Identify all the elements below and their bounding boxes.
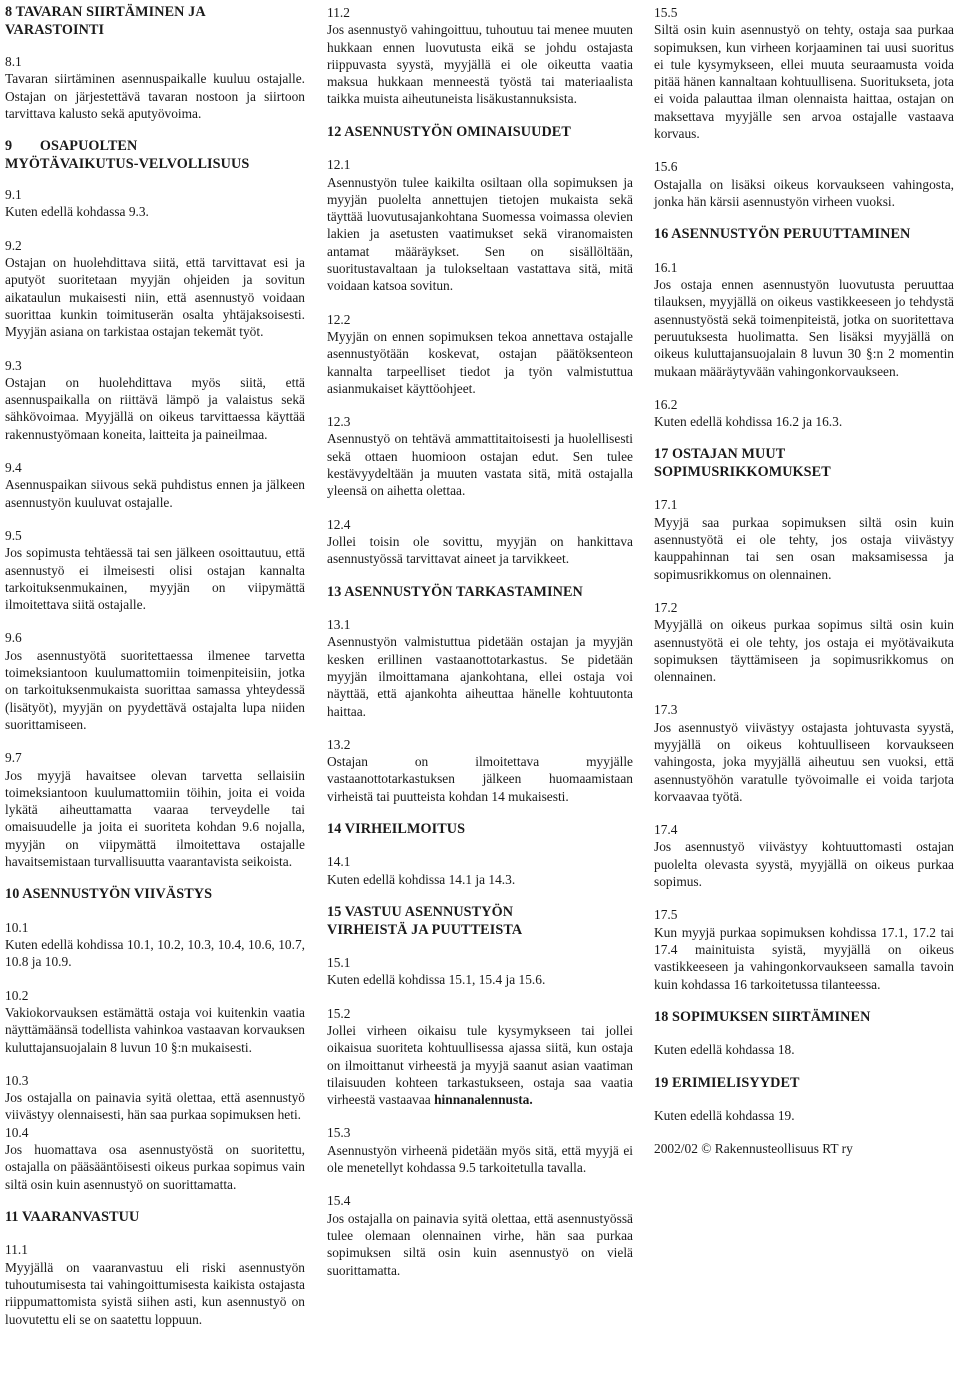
section-9-1-number: 9.1 [5, 187, 22, 203]
section-10-1-text: Kuten edellä kohdissa 10.1, 10.2, 10.3, 10.4, 10.6, 10.7, 10.8 ja 10.9. [5, 937, 305, 970]
section-15-5-number: 15.5 [654, 5, 678, 20]
section-9-7-text: Jos myyjä havaitsee olevan tarvetta sellaisiin toimeksiantoon kuulumattomiin töihin, joita ei voida lykätä aiheuttamatta vaaraa terveydelle tai omaisuudelle ja joita ei suoriteta kohdan 9.6 nojalla, myyjän on viipymättä ilmoitettava ostajalle havaitsemistaan turvallisuutta vaarantavista seikoista. [5, 767, 305, 869]
section-8-1-text: Tavaran siirtäminen asennuspaikalle kuuluu ostajalle. Ostajan on järjestettävä tavaran nostoon ja siirtoon tarvittava kalusto sekä aputyövoima. [5, 71, 305, 121]
section-15-4 [327, 1192, 633, 1278]
section-11-2-text: Jos asennustyö vahingoittuu, tuhoutuu tai menee muuten hukkaan ennen luovutusta eikä se johdu ostajasta riippuvasta syystä, myyjällä ei ole oikeutta vaatia maksua hukkaan menneestä työstä tai materiaalista taikka muista aiheutuneista lisäkustannuksista. [327, 22, 633, 107]
section-9-4 [5, 459, 305, 511]
section-15-3-number: 15.3 [327, 1125, 351, 1141]
section-14-1 [327, 853, 633, 888]
section-13-1-number: 13.1 [327, 617, 351, 633]
section-15-6-number: 15.6 [654, 159, 678, 175]
section-15-3 [327, 1124, 633, 1176]
column-1 [5, 4, 305, 1344]
section-10-2-text: Vakiokorvauksen estämättä ostaja voi kuitenkin vaatia näyttämäänsä todellista vahinkoa vastaavan korvauksen kuluttajansuojalain 8 luvun 10 §:n mukaisesti. [5, 1004, 305, 1055]
section-15-2-text [327, 1022, 633, 1108]
section-16-2-number: 16.2 [654, 396, 678, 412]
section-16-heading: 16 ASENNUSTYÖN PERUUTTAMINEN [654, 226, 911, 243]
section-17-4-number: 17.4 [654, 822, 678, 838]
section-15-4-text: Jos ostajalla on painavia syitä olettaa, että asennustyössä tulee olemaan olennainen virhe, hän saa purkaa sopimuksen siltä osin kuin asennustyö on vielä suorittamatta. [327, 1210, 633, 1278]
section-16-1-number: 16.1 [654, 259, 678, 275]
section-10-4-text: Jos huomattava osa asennustyöstä on suoritettu, ostajalla on pääsääntöisesti oikeus purkaa sopimus vain siltä osin kuin asennustyö on suorittamatta. [5, 1142, 305, 1192]
section-16-1-text: Jos ostaja ennen asennustyön luovutusta peruuttaa tilauksen, myyjällä on oikeus vastikkeeseen jo tehdystä asennustyöstä sekä toimenpiteistä, jotka on suoritettava peruutuksesta huolimatta. Sen lisäksi myyjällä on oikeus kuluttajansuojalain 8 luvun 30 §:n 2 momentin mukaan määräytyvään vahingonkorvaukseen. [654, 277, 954, 379]
section-15-6 [654, 158, 954, 210]
section-17-2-number: 17.2 [654, 599, 678, 615]
section-11-heading: 11 VAARANVASTUU [5, 1208, 140, 1225]
section-10-1 [5, 919, 305, 971]
section-17-4-text: Jos asennustyö viivästyy kohtuuttomasti ostajan puolelta olevasta syystä, myyjällä on oikeus purkaa sopimus. [654, 839, 954, 890]
section-16-1 [654, 259, 954, 380]
section-10-4 [5, 1124, 305, 1193]
section-11-1-number: 11.1 [5, 1242, 28, 1258]
section-16-2 [654, 396, 954, 431]
section-19-text: Kuten edellä kohdassa 19. [654, 1108, 795, 1124]
section-15-2 [327, 1005, 633, 1109]
section-12-2-text: Myyjän on ennen sopimuksen tekoa annettava ostajalle asennustyötään koskevat, ostajan päätöksenteon kannalta tarpeelliset tiedot ja työn valmistuttua asianmukaiset käyttöohjeet. [327, 328, 633, 396]
section-15-5 [654, 4, 954, 142]
section-17-1-text: Myyjä saa purkaa sopimuksen siltä osin kuin asennustyötä ei ole tehty, jos ostaja viivästyy kauppahinnan tai sen osan maksamisessa ja sopimusrikkomus on olennainen. [654, 514, 954, 582]
section-9-4-text: Asennuspaikan siivous sekä puhdistus ennen ja jälkeen asennustyön kuuluvat ostajalle. [5, 477, 305, 510]
section-13-heading: 13 ASENNUSTYÖN TARKASTAMINEN [327, 583, 583, 600]
section-14-heading: 14 VIRHEILMOITUS [327, 820, 466, 837]
section-10-1-number: 10.1 [5, 919, 29, 935]
column-3 [654, 4, 954, 1174]
section-15-4-number: 15.4 [327, 1193, 351, 1209]
section-17-1 [654, 496, 954, 582]
section-17-5-number: 17.5 [654, 907, 678, 923]
section-16-2-text: Kuten edellä kohdissa 16.2 ja 16.3. [654, 414, 843, 430]
section-9-2-text: Ostajan on huolehdittava siitä, että tarvittavat esi ja aputyöt suoritetaan myyjän ohjeiden ja sovitun aikataulun mukaisesti niin, että asennustyö voidaan suorittaa kunkin toimituserän osalta yhtäjaksoisesti. Myyjän asiana on tarkistaa ostajan tekemät työt. [5, 255, 305, 340]
section-10-3-number: 10.3 [5, 1072, 29, 1088]
section-15-2-number: 15.2 [327, 1005, 351, 1021]
section-13-2-text: Ostajan on ilmoitettava myyjälle vastaanottotarkastuksen jälkeen huomaamistaan virheistä tai puutteista kohdan 14 mukaisesti. [327, 754, 633, 804]
section-11-2-number: 11.2 [327, 5, 350, 20]
footer-copyright: 2002/02 © Rakennusteollisuus RT ry [654, 1141, 853, 1157]
section-17-4 [654, 821, 954, 890]
section-12-1 [327, 156, 633, 294]
section-9-3-number: 9.3 [5, 357, 22, 373]
section-10-2 [5, 987, 305, 1056]
section-9-3-text: Ostajan on huolehdittava myös siitä, että asennuspaikalla on riittävä lämpö ja valaistus sekä sähkövoimaa. Myyjällä on oikeus tarvittaessa käyttää rakennustyömaan koneita, laitteita ja paineilmaa. [5, 374, 305, 442]
section-15-2-body: Jollei virheen oikaisu tule kysymykseen tai jollei oikaisua suoriteta kohtuullisessa ajassa siitä, kun ostaja on ilmoittanut virheestä ja myyjä saanut asian vaatiman tilaisuuden kohteen tarkastukseen, ostaja saa vaatia virheestä vastaavaa [327, 1022, 633, 1108]
section-17-3-number: 17.3 [654, 702, 678, 718]
section-9-1-text: Kuten edellä kohdassa 9.3. [5, 204, 149, 220]
section-9-5-number: 9.5 [5, 527, 22, 543]
section-17-2-text: Myyjällä on oikeus purkaa sopimus siltä osin kuin asennustyötä ei ole tehty, jos ostaja ei myötävaikuta sopimuksen täyttämiseen ja sopimusrikkomus on olennainen. [654, 617, 954, 685]
section-12-4 [327, 516, 633, 568]
section-19-heading: 19 ERIMIELISYYDET [654, 1074, 800, 1091]
section-11-2 [327, 4, 633, 108]
section-10-4-number: 10.4 [5, 1124, 29, 1140]
section-12-2 [327, 311, 633, 397]
section-9-2 [5, 237, 305, 341]
section-9-6 [5, 629, 305, 733]
section-9-7 [5, 749, 305, 870]
section-12-1-text: Asennustyön tulee kaikilta osiltaan olla sopimuksen ja myyjän puolelta annettujen tietojen mukaista sekä täyttää luovutusajankohtana Suomessa voimassa olevien lakien ja asetusten vaatimukset sekä viranomaisten antamat määräykset. Sen on sisällöltään, suoritustavaltaan ja tulokseltaan vastattava sitä, mitä voidaan katsoa sovitun. [327, 174, 633, 294]
section-9-4-number: 9.4 [5, 460, 22, 476]
section-11-1 [5, 1241, 305, 1327]
section-15-heading: 15 VASTUU ASENNUSTYÖN VIRHEISTÄ JA PUUTTEISTA [327, 904, 523, 938]
section-14-1-text: Kuten edellä kohdissa 14.1 ja 14.3. [327, 871, 516, 887]
section-15-1-number: 15.1 [327, 955, 351, 971]
section-12-3-number: 12.3 [327, 414, 351, 430]
section-15-2-emphasis: hinnanalennusta. [434, 1092, 533, 1108]
section-18-heading: 18 SOPIMUKSEN SIIRTÄMINEN [654, 1008, 871, 1025]
section-17-heading: 17 OSTAJAN MUUT SOPIMUSRIKKOMUKSET [654, 446, 831, 480]
section-13-2 [327, 736, 633, 805]
column-2 [327, 4, 633, 1295]
section-12-1-number: 12.1 [327, 157, 351, 173]
section-12-heading: 12 ASENNUSTYÖN OMINAISUUDET [327, 123, 571, 140]
section-11-1-text: Myyjällä on vaaranvastuu eli riski asennustyön tuhoutumisesta tai vahingoittumisesta kaikista ostajasta riippumattomista syistä siihen asti, kun asennustyö on luovutettu eli se on saatettu loppuun. [5, 1259, 305, 1327]
section-8-heading: 8 TAVARAN SIIRTÄMINEN JA VARASTOINTI [5, 4, 205, 38]
section-10-heading: 10 ASENNUSTYÖN VIIVÄSTYS [5, 886, 213, 903]
section-12-2-number: 12.2 [327, 311, 351, 327]
section-15-6-text: Ostajalla on lisäksi oikeus korvaukseen vahingosta, jonka hän kärsii asennustyön virheen vuoksi. [654, 176, 954, 209]
section-9-6-number: 9.6 [5, 630, 22, 646]
section-15-5-text: Siltä osin kuin asennustyö on tehty, ostaja saa purkaa sopimuksen, kun virheen korjaaminen tai uusi suoritus ei tule kysymykseen, ellei muuta seuraamusta voida pitää hänen kannaltaan kohtuullisena. Suoritukseta, jota ei voida palauttaa ilman olennaista haittaa, ostajan on maksettava myyjälle sen arvoa ostajalle vastaava korvaus. [654, 22, 954, 142]
section-17-5 [654, 906, 954, 992]
section-9-heading: 9 OSAPUOLTEN MYÖTÄVAIKUTUS-VELVOLLISUUS [5, 138, 250, 172]
section-8-1 [5, 53, 305, 122]
section-9-5 [5, 527, 305, 613]
section-15-1-text: Kuten edellä kohdissa 15.1, 15.4 ja 15.6. [327, 972, 546, 988]
section-10-2-number: 10.2 [5, 987, 29, 1003]
section-18-text: Kuten edellä kohdassa 18. [654, 1042, 795, 1058]
section-13-2-number: 13.2 [327, 736, 351, 752]
section-18 [654, 1041, 954, 1058]
section-15-1 [327, 954, 633, 989]
section-17-1-number: 17.1 [654, 497, 678, 513]
section-15-3-text: Asennustyön virheenä pidetään myös sitä, että myyjä ei ole menetellyt kohdassa 9.5 tarkoitetulla tavalla. [327, 1142, 633, 1176]
section-9-5-text: Jos sopimusta tehtäessä tai sen jälkeen osoittautuu, että asennustyö ei ilmeisesti olisi ostajan kannalta tarkoituksenmukainen, myyjän on viipymättä ilmoitettava siitä ostajalle. [5, 545, 305, 613]
section-10-3-text: Jos ostajalla on painavia syitä olettaa, että asennustyö viivästyy olennaisesti, hän saa purkaa sopimuksen heti. [5, 1090, 305, 1123]
section-17-3 [654, 701, 954, 805]
section-13-1-text: Asennustyön valmistuttua pidetään ostajan ja myyjän kesken erillinen vastaanottotarkastus. Se pidetään myyjän ilmoittamana ajankohtana, ellei ostaja voi näyttää, että ajankohta aiheuttaa hänelle kohtuutonta haittaa. [327, 634, 633, 719]
section-19 [654, 1107, 954, 1124]
section-9-7-number: 9.7 [5, 750, 22, 766]
section-8-1-number: 8.1 [5, 54, 22, 69]
section-13-1 [327, 616, 633, 720]
section-17-5-text: Kun myyjä purkaa sopimuksen kohdissa 17.1, 17.2 tai 17.4 mainituista syistä, myyjällä on oikeus vastikkeeseen ja vahingonkorvaukseen samalla tavoin kuin kohdassa 16 tarkoitetussa tilanteessa. [654, 924, 954, 992]
section-9-2-number: 9.2 [5, 237, 22, 253]
section-12-3-text: Asennustyö on tehtävä ammattitaitoisesti ja huolellisesti sekä ottaen huomioon ostajan edut. Sen tulee kestävyydeltään ja muuten vastata sitä, mitä ostajalla yleensä on aihetta olettaa. [327, 431, 633, 499]
section-12-4-number: 12.4 [327, 516, 351, 532]
section-12-3 [327, 413, 633, 499]
section-9-1 [5, 186, 305, 221]
section-17-2 [654, 599, 954, 685]
section-10-3 [5, 1072, 305, 1124]
section-17-3-text: Jos asennustyö viivästyy ostajasta johtuvasta syystä, myyjällä on oikeus kohtuulliseen korvaukseen vahingosta, joka myyjällä aiheutuu sen vuoksi, että asennustyöhön varatulle työvoimalle ei voida tarjota korvaavaa työtä. [654, 719, 954, 804]
section-12-4-text: Jollei toisin ole sovittu, myyjän on hankittava asennustyössä tarvittavat aineet ja tarvikkeet. [327, 533, 633, 567]
section-9-3 [5, 357, 305, 443]
section-9-6-text: Jos asennustyötä suoritettaessa ilmenee tarvetta toimeksiantoon kuulumattomiin toimenpiteisiin, jotka on tarkoituksenmukaista suorittaa samassa yhteydessä (lisätyöt), myyjän on pyydettävä ostajalta lupa niiden suorittamiseen. [5, 647, 305, 732]
section-14-1-number: 14.1 [327, 854, 351, 870]
